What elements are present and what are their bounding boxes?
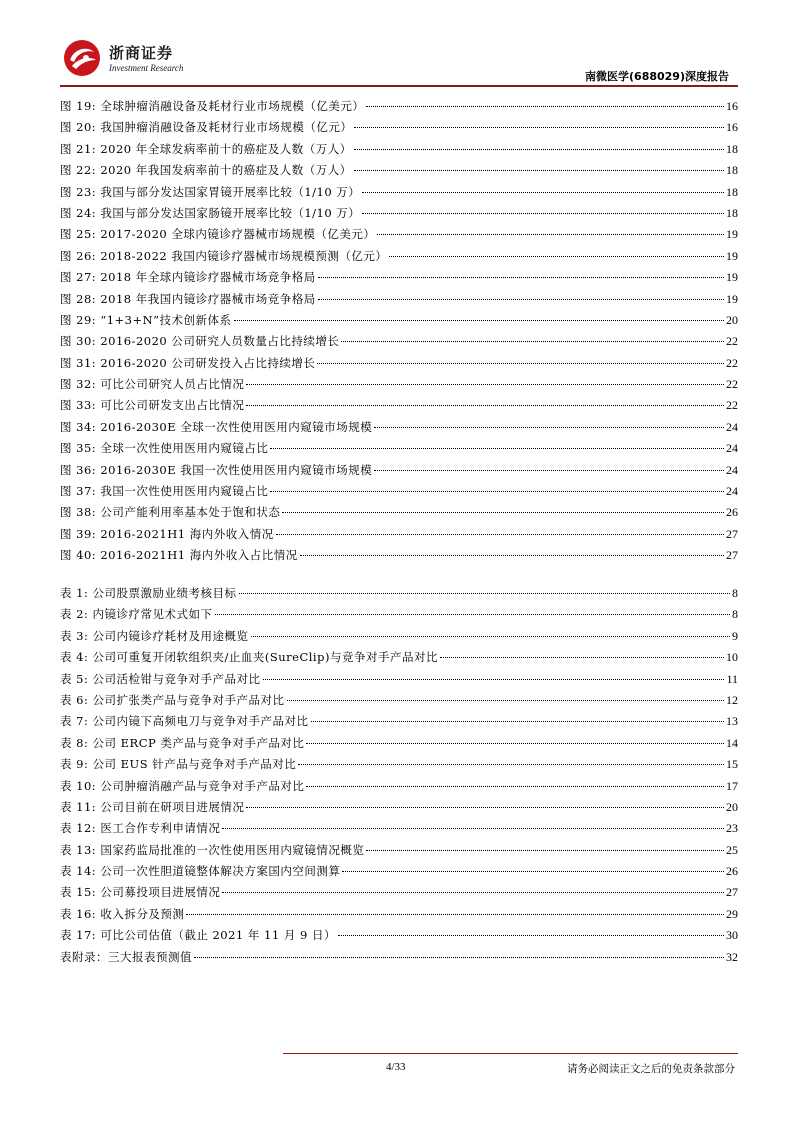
- figure-toc-entry[interactable]: [60, 483, 738, 504]
- toc-leader-dots: [342, 871, 724, 872]
- toc-entry-page: 20: [726, 312, 738, 327]
- figure-toc-entry[interactable]: [60, 184, 738, 205]
- toc-leader-dots: [366, 850, 724, 851]
- table-toc-entry[interactable]: [60, 820, 738, 841]
- toc-entry-page: 14: [726, 735, 738, 750]
- toc-entry-label: 表 14: 公司一次性胆道镜整体解决方案国内空间测算: [60, 864, 341, 879]
- figure-toc-entry[interactable]: [60, 376, 738, 397]
- toc-entry-page: 23: [726, 821, 738, 836]
- toc-leader-dots: [246, 807, 724, 808]
- table-toc-entry[interactable]: [60, 606, 738, 627]
- table-toc-entry[interactable]: [60, 692, 738, 713]
- toc-entry-page: 24: [726, 419, 738, 434]
- table-toc-entry[interactable]: [60, 863, 738, 884]
- toc-leader-dots: [318, 299, 724, 300]
- toc-entry-page: 16: [726, 99, 738, 113]
- toc-entry-label: 图 40: 2016-2021H1 海内外收入占比情况: [60, 548, 298, 563]
- figure-toc-entry[interactable]: [60, 419, 738, 440]
- toc-entry-label: 图 25: 2017-2020 全球内镜诊疗器械市场规模（亿美元）: [60, 227, 376, 242]
- toc-leader-dots: [377, 234, 724, 235]
- toc-entry-label: 表 10: 公司肿瘤消融产品与竞争对手产品对比: [60, 778, 305, 793]
- toc-entry-label: 图 30: 2016-2020 公司研究人员数量占比持续增长: [60, 334, 340, 349]
- disclaimer: 请务必阅读正文之后的免责条款部分: [567, 1063, 735, 1075]
- toc-entry-page: 26: [726, 505, 738, 520]
- toc-entry-label: 表 9: 公司 EUS 针产品与竞争对手产品对比: [60, 757, 297, 772]
- toc-entry-page: 22: [726, 398, 738, 413]
- toc-entry-label: 表 15: 公司募投项目进展情况: [60, 885, 221, 900]
- toc-entry-label: 图 23: 我国与部分发达国家胃镜开展率比较（1/10 万）: [60, 184, 361, 199]
- toc-entry-label: 表 5: 公司活检钳与竞争对手产品对比: [60, 671, 261, 686]
- toc-leader-dots: [374, 470, 724, 471]
- toc-entry-page: 25: [726, 842, 738, 857]
- toc-entry-label: 表 2: 内镜诊疗常见术式如下: [60, 607, 213, 622]
- toc-entry-label: 图 26: 2018-2022 我国内镜诊疗器械市场规模预测（亿元）: [60, 248, 388, 263]
- toc-leader-dots: [440, 657, 724, 658]
- brand-name-cn: 浙商证券: [109, 44, 174, 62]
- toc-entry-label: 图 38: 公司产能利用率基本处于饱和状态: [60, 505, 281, 520]
- figure-toc-entry[interactable]: [60, 98, 738, 119]
- toc-leader-dots: [234, 320, 724, 321]
- toc-entry-page: 17: [726, 778, 738, 793]
- toc-entry-label: 图 27: 2018 年全球内镜诊疗器械市场竞争格局: [60, 270, 316, 285]
- toc-leader-dots: [338, 935, 724, 936]
- toc-entry-label: 表 6: 公司扩张类产品与竞争对手产品对比: [60, 692, 285, 707]
- toc-entry-label: 表 13: 国家药监局批准的一次性使用医用内窥镜情况概览: [60, 842, 365, 857]
- toc-entry-page: 24: [726, 441, 738, 456]
- toc-entry-page: 26: [726, 864, 738, 879]
- toc-leader-dots: [362, 192, 724, 193]
- toc-entry-label: 表 11: 公司目前在研项目进展情况: [60, 799, 245, 814]
- toc-leader-dots: [389, 256, 724, 257]
- table-toc-entry[interactable]: [60, 649, 738, 670]
- table-toc-entry[interactable]: [60, 756, 738, 777]
- toc-entry-label: 表 16: 收入拆分及预测: [60, 906, 185, 921]
- toc-leader-dots: [354, 149, 724, 150]
- page-header: [0, 0, 793, 90]
- figure-toc-entry[interactable]: [60, 248, 738, 269]
- toc-leader-dots: [306, 743, 724, 744]
- toc-leader-dots: [270, 491, 724, 492]
- table-toc-entry[interactable]: [60, 585, 738, 606]
- toc-entry-page: 27: [726, 526, 738, 541]
- toc-leader-dots: [222, 892, 724, 893]
- table-toc-entry[interactable]: [60, 884, 738, 905]
- toc-entry-page: 9: [732, 628, 738, 643]
- toc-entry-page: 19: [726, 291, 738, 306]
- toc-entry-page: 19: [726, 270, 738, 285]
- table-toc-entry[interactable]: [60, 713, 738, 734]
- toc-leader-dots: [300, 555, 724, 556]
- toc-entry-page: 8: [732, 607, 738, 622]
- toc-leader-dots: [362, 213, 724, 214]
- toc-leader-dots: [311, 721, 725, 722]
- header-divider: [60, 85, 738, 87]
- toc-leader-dots: [366, 106, 724, 107]
- figure-toc-entry[interactable]: [60, 141, 738, 162]
- toc-entry-label: 图 31: 2016-2020 公司研发投入占比持续增长: [60, 355, 316, 370]
- zheshang-logo-icon: [62, 38, 104, 78]
- toc-entry-page: 32: [726, 949, 738, 964]
- toc-entry-label: 图 28: 2018 年我国内镜诊疗器械市场竞争格局: [60, 291, 316, 306]
- toc-entry-page: 22: [726, 377, 738, 392]
- toc-leader-dots: [276, 534, 724, 535]
- toc-entry-page: 8: [732, 586, 738, 600]
- figure-list: [60, 98, 738, 569]
- toc-entry-label: 表 8: 公司 ERCP 类产品与竞争对手产品对比: [60, 735, 305, 750]
- toc-leader-dots: [318, 277, 724, 278]
- toc-entry-label: 图 19: 全球肿瘤消融设备及耗材行业市场规模（亿美元）: [60, 99, 365, 113]
- toc-entry-page: 30: [726, 928, 738, 943]
- toc-leader-dots: [341, 341, 724, 342]
- toc-leader-dots: [251, 636, 730, 637]
- figure-toc-entry[interactable]: [60, 547, 738, 568]
- toc-entry-label: 图 20: 我国肿瘤消融设备及耗材行业市场规模（亿元）: [60, 120, 353, 135]
- toc-entry-label: 表 1: 公司股票激励业绩考核目标: [60, 586, 237, 600]
- table-toc-entry[interactable]: [60, 628, 738, 649]
- table-list: [60, 585, 738, 970]
- toc-entry-page: 22: [726, 334, 738, 349]
- toc-entry-page: 13: [726, 714, 738, 729]
- toc-entry-page: 15: [726, 757, 738, 772]
- toc-leader-dots: [239, 593, 730, 594]
- toc-entry-label: 图 22: 2020 年我国发病率前十的癌症及人数（万人）: [60, 163, 352, 178]
- toc-leader-dots: [263, 679, 725, 680]
- table-toc-entry[interactable]: [60, 671, 738, 692]
- toc-entry-page: 19: [726, 227, 738, 242]
- table-toc-entry[interactable]: [60, 778, 738, 799]
- toc-entry-label: 表附录：三大报表预测值: [60, 949, 192, 964]
- toc-leader-dots: [186, 914, 724, 915]
- toc-entry-label: 图 32: 可比公司研究人员占比情况: [60, 377, 245, 392]
- figure-toc-entry[interactable]: [60, 355, 738, 376]
- figure-toc-entry[interactable]: [60, 269, 738, 290]
- figure-toc-entry[interactable]: [60, 205, 738, 226]
- table-toc-entry[interactable]: [60, 799, 738, 820]
- toc-entry-page: 12: [726, 692, 738, 707]
- toc-entry-page: 29: [726, 906, 738, 921]
- toc-entry-label: 表 3: 公司内镜诊疗耗材及用途概览: [60, 628, 249, 643]
- table-toc-entry[interactable]: [60, 949, 738, 970]
- toc-leader-dots: [374, 427, 724, 428]
- toc-entry-label: 表 17: 可比公司估值（截止 2021 年 11 月 9 日）: [60, 928, 336, 943]
- toc-entry-label: 表 12: 医工合作专利申请情况: [60, 821, 221, 836]
- toc-entry-label: 图 37: 我国一次性使用医用内窥镜占比: [60, 484, 269, 499]
- toc-entry-page: 18: [726, 205, 738, 220]
- footer-divider: [283, 1053, 738, 1054]
- toc-entry-label: 表 4: 公司可重复开闭软组织夹/止血夹(SureClip)与竞争对手产品对比: [60, 650, 438, 665]
- toc-entry-page: 22: [726, 355, 738, 370]
- figure-toc-entry[interactable]: [60, 333, 738, 354]
- figure-toc-entry[interactable]: [60, 526, 738, 547]
- toc-entry-label: 图 21: 2020 年全球发病率前十的癌症及人数（万人）: [60, 141, 352, 156]
- toc-entry-page: 16: [726, 120, 738, 135]
- figure-toc-entry[interactable]: [60, 162, 738, 183]
- figure-toc-entry[interactable]: [60, 440, 738, 461]
- toc-entry-page: 24: [726, 462, 738, 477]
- toc-entry-page: 24: [726, 484, 738, 499]
- toc-leader-dots: [287, 700, 724, 701]
- toc-entry-label: 图 24: 我国与部分发达国家肠镜开展率比较（1/10 万）: [60, 205, 361, 220]
- figure-toc-entry[interactable]: [60, 397, 738, 418]
- toc-entry-label: 图 39: 2016-2021H1 海内外收入情况: [60, 526, 274, 541]
- toc-entry-page: 18: [726, 184, 738, 199]
- toc-entry-page: 20: [726, 799, 738, 814]
- brand-name-en: Investment Research: [109, 63, 184, 73]
- toc-leader-dots: [246, 405, 724, 406]
- table-toc-entry[interactable]: [60, 842, 738, 863]
- toc-leader-dots: [222, 828, 724, 829]
- toc-entry-page: 27: [726, 885, 738, 900]
- toc-entry-page: 11: [726, 671, 738, 686]
- toc-leader-dots: [282, 512, 724, 513]
- page-number: 4/33: [386, 1061, 406, 1073]
- figure-toc-entry[interactable]: [60, 119, 738, 140]
- toc-entry-page: 18: [726, 141, 738, 156]
- toc-leader-dots: [270, 448, 724, 449]
- toc-leader-dots: [317, 363, 724, 364]
- report-title: 南微医学(688029)深度报告: [585, 70, 729, 83]
- toc-entry-label: 图 34: 2016-2030E 全球一次性使用医用内窥镜市场规模: [60, 419, 373, 434]
- figure-toc-entry[interactable]: [60, 504, 738, 525]
- table-toc-entry[interactable]: [60, 927, 738, 948]
- toc-leader-dots: [194, 957, 724, 958]
- toc-entry-page: 18: [726, 163, 738, 178]
- table-toc-entry[interactable]: [60, 735, 738, 756]
- toc-entry-label: 图 36: 2016-2030E 我国一次性使用医用内窥镜市场规模: [60, 462, 373, 477]
- toc-leader-dots: [215, 614, 730, 615]
- toc-leader-dots: [298, 764, 724, 765]
- figure-toc-entry[interactable]: [60, 462, 738, 483]
- toc-leader-dots: [354, 127, 724, 128]
- table-toc-entry[interactable]: [60, 906, 738, 927]
- toc-entry-page: 19: [726, 248, 738, 263]
- toc-entry-page: 27: [726, 548, 738, 563]
- toc-entry-label: 表 7: 公司内镜下高频电刀与竞争对手产品对比: [60, 714, 309, 729]
- toc-entry-page: 10: [726, 650, 738, 665]
- toc-entry-label: 图 35: 全球一次性使用医用内窥镜占比: [60, 441, 269, 456]
- toc-leader-dots: [354, 170, 724, 171]
- toc-leader-dots: [306, 786, 724, 787]
- figure-toc-entry[interactable]: [60, 226, 738, 247]
- figure-toc-entry[interactable]: [60, 291, 738, 312]
- toc-entry-label: 图 33: 可比公司研发支出占比情况: [60, 398, 245, 413]
- toc-leader-dots: [246, 384, 724, 385]
- toc-entry-label: 图 29: “1+3+N”技术创新体系: [60, 312, 232, 327]
- figure-toc-entry[interactable]: [60, 312, 738, 333]
